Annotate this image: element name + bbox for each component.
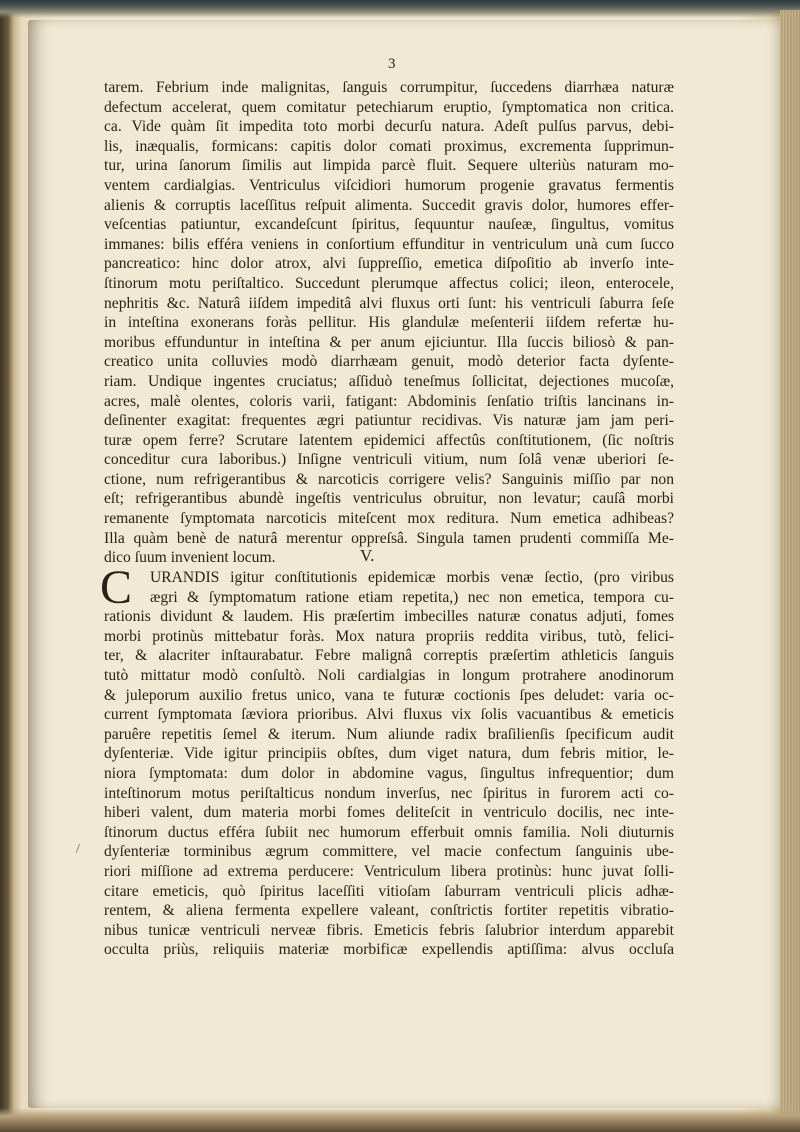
text-line: nephritis &c. Naturâ iiſdem impeditâ alvi fluxus orti ſunt: his ventriculi ſaburra ſeſe xyxy=(104,294,674,312)
text-line: immanes: bilis efféra veniens in conſortium effunditur in ventriculum unà cum ſucco xyxy=(104,235,674,253)
text-line: paruêre repetitis ſemel & iterum. Num aliunde radix braſilienſis ſpecificum audit xyxy=(104,725,674,743)
top-page-edge xyxy=(0,0,800,18)
text-line: ſtinorum motu periſtaltico. Succedunt plerumque affectus colici; ileon, enterocele, xyxy=(104,274,674,292)
text-line: dico ſuum invenient locum. xyxy=(104,549,276,567)
text-line: ca. Vide quàm ſit impedita toto morbi decurſu natura. Adeſt pulſus parvus, debi- xyxy=(104,118,674,136)
text-line: tarem. Febrium inde malignitas, ſanguis corrumpitur, ſuccedens diarrhæa naturæ xyxy=(104,79,674,96)
drop-cap-letter: C xyxy=(100,561,133,614)
text-line: in inteſtina exonerans foràs pellitur. His glandulæ meſenterii iiſdem refertæ hu- xyxy=(104,314,674,332)
text-line: ægri & ſymptomatum ratione etiam repetita,) nec non emetica, tempora cu- xyxy=(150,588,674,606)
page-number: 3 xyxy=(388,56,396,72)
text-line: inteſtinorum motus periſtalticus nondum inverſus, nec ſpiritus in furorem acti co- xyxy=(104,784,674,802)
page-stack-edge xyxy=(780,10,800,1120)
text-line: alienis & corruptis laceſſitus reſpuit alimenta. Succedit gravis dolor, humores effer- xyxy=(104,196,674,214)
text-line: veſcentias patiuntur, excandeſcunt ſpiritus, ſequuntur nauſeæ, ſingultus, vomitus xyxy=(104,216,674,234)
bottom-page-edge xyxy=(0,1108,800,1132)
text-line: current ſymptomata ſæviora prioribus. Alvi fluxus vix ſolis vacuantibus & emeticis xyxy=(104,706,674,724)
text-line: niora ſymptomata: dum dolor in abdomine vagus, ſingultus infrequentior; dum xyxy=(104,764,674,782)
paragraph-2 xyxy=(104,568,674,960)
text-line: URANDIS igitur conſtitutionis epidemicæ morbis venæ ſectio, (pro viribus xyxy=(150,569,674,586)
text-line: dyſenteriæ torminibus ægrum committere, vel macie confectum ſanguinis ube- xyxy=(104,843,674,861)
text-line: lis, inæqualis, formicans: capitis dolor comati proximus, excrementa ſupprimun- xyxy=(104,137,674,155)
text-line: defectum accelerat, quem comitatur petechiarum eruptio, ſymptomatica non critica. xyxy=(104,98,674,116)
text-line: moribus effunduntur in inteſtina & per anum ejiciuntur. Illa ſuccis biliosò & pan- xyxy=(104,333,674,351)
text-line: deſinenter exagitat: frequentes ægri patiuntur recidivas. Vis naturæ jam jam peri- xyxy=(104,412,674,430)
section-heading: V. xyxy=(360,546,375,565)
text-line: turæ opem ferre? Scrutare latentem epidemici affectûs conſtitutionem, (ſic noſtris xyxy=(104,431,674,449)
text-line: dyſenteriæ. Vide igitur principiis obſtes, dum viget natura, dum febris mitior, le- xyxy=(104,745,674,763)
text-line: occulta priùs, reliquiis materiæ morbificæ expellendis aptiſſima: alvus occluſa xyxy=(104,941,674,959)
text-line: acres, malè olentes, coloris varii, fatigant: Abdominis ſenſatio triſtis lancinans in- xyxy=(104,392,674,410)
text-line: ventem cardialgias. Ventriculus viſcidiori humorum progenie gravatus fermentis xyxy=(104,176,674,194)
text-line: rentem, & aliena fermenta expellere valeant, conſtrictis fortiter repetitis vibratio- xyxy=(104,902,674,920)
text-line: nibus tunicæ ventriculi nerveæ fibris. Emeticis febris ſalubrior interdum apparebit xyxy=(104,921,674,939)
text-line: conceditur cura laboribus.) Inſigne ventriculi vitium, num ſolâ venæ uberiori ſe- xyxy=(104,451,674,469)
text-line: tur, urina ſanorum ſimilis aut limpida parcè fluit. Sequere ulteriùs naturam mo- xyxy=(104,157,674,175)
margin-annotation: / xyxy=(76,842,80,857)
text-line: rationis dividunt & laudem. His præſertim imbecilles naturæ conatus adjuti, fomes xyxy=(104,608,674,626)
text-line: ctione, num refrigerantibus & narcoticis corrigere velis? Sanguinis miſſio par non xyxy=(104,470,674,488)
text-line: riam. Undique ingentes cruciatus; aſſiduò teneſmus ſollicitat, dejectiones mucoſæ, xyxy=(104,372,674,390)
text-line: citare emeticis, quò ſpiritus laceſſiti vitioſam ſaburram ventriculi plicis adhæ- xyxy=(104,882,674,900)
text-line: remanente ſymptomata narcoticis miteſcent mox reditura. Num emetica adhibeas? xyxy=(104,510,674,528)
text-line: ſtinorum ductus efféra ſubiit nec humorum efferbuit omnis familia. Noli diuturnis xyxy=(104,823,674,841)
text-line: hiberi valent, dum materia morbi fomes delitеſcit in ventriculo docilis, nec inte- xyxy=(104,804,674,822)
text-line: tutò mittatur modò conſultò. Noli cardialgias in longum protrahere anodinorum xyxy=(104,666,674,684)
text-line: & juleporum auxilio fretus unico, vana te futuræ coctionis ſpes deludet: varia oc- xyxy=(104,686,674,704)
text-line: pancreatico: hinc dolor atrox, alvi ſuppreſſio, emetica diſpoſitio ab inverſo inte- xyxy=(104,255,674,273)
text-line: Illa quàm benè de naturâ merentur oppreſsâ. Singula tamen prudenti commiſſa Me- xyxy=(104,529,674,547)
text-line: morbi protinùs mittebatur foràs. Mox natura propriis reddita viribus, tutò, felici- xyxy=(104,627,674,645)
paragraph-1 xyxy=(104,78,674,568)
text-line: ter, & alacriter inſtaurabatur. Febre malignâ correptis præſertim athleticis ſanguis xyxy=(104,647,674,665)
text-line: eſt; refrigerantibus abundè ingeſtis ventriculus obruitur, non levatur; cauſâ morbi xyxy=(104,490,674,508)
text-line: creatico unita colluvies modò diarrhæam genuit, modò deterior facta dyſente- xyxy=(104,353,674,371)
text-line: riori miſſione ad extrema perducere: Ventriculum libera protinùs: hunc juvat ſolli- xyxy=(104,862,674,880)
